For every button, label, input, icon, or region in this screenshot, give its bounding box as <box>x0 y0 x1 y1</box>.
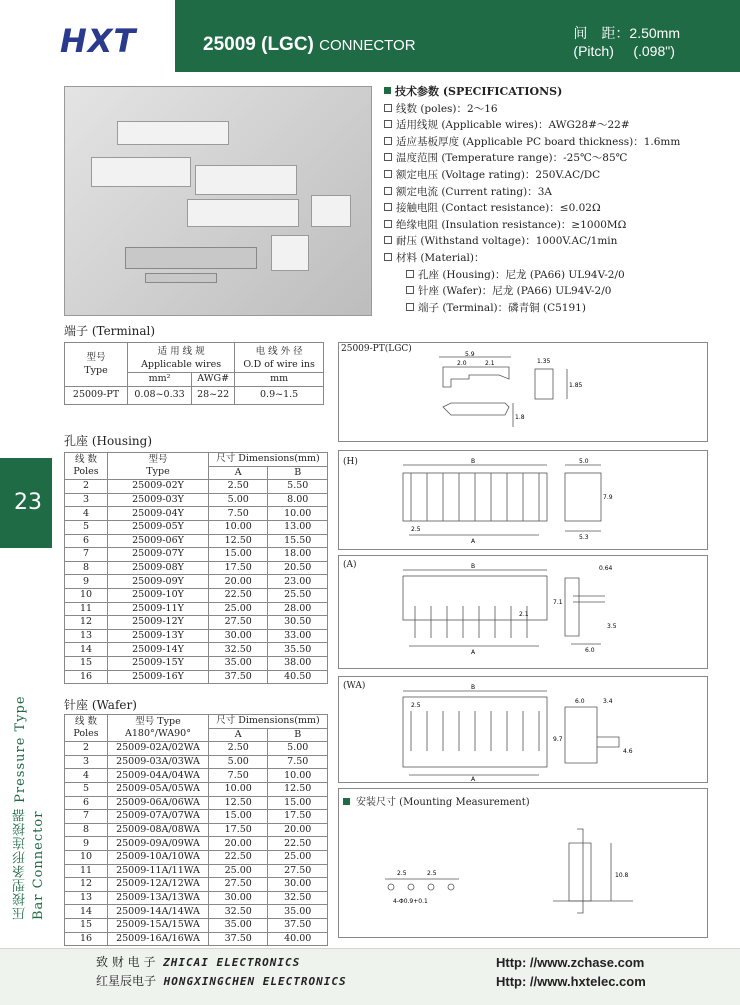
table-row <box>65 810 328 824</box>
table-cell: 30.50 <box>268 616 328 630</box>
company-urls <box>496 953 646 991</box>
a-dim: B <box>471 563 476 570</box>
wa-dim: 6.0 <box>575 698 585 705</box>
photo-right-angle <box>271 235 309 271</box>
table-cell: 27.50 <box>209 616 268 630</box>
table-cell: 12 <box>65 616 108 630</box>
table-row <box>65 480 328 494</box>
wafer-wa-drawing-svg <box>339 677 707 782</box>
table-cell: 10.00 <box>209 520 268 534</box>
table-row <box>65 575 328 589</box>
pt-dim: 2.0 <box>457 360 467 367</box>
table-cell: 15 <box>65 656 108 670</box>
table-cell: 35.00 <box>209 656 268 670</box>
side-vertical-title: 压接型条形连接器 Pressure Type Bar Connector <box>13 695 46 920</box>
company-cn-1: 致 财 电 子 <box>96 955 156 969</box>
wa-dim: 2.5 <box>411 702 421 709</box>
pt-dim: 1.85 <box>569 382 583 389</box>
table-row <box>65 891 328 905</box>
table-cell: 22.50 <box>209 588 268 602</box>
table-cell: 7.50 <box>268 755 328 769</box>
table-cell: 25009-11A/11WA <box>108 864 209 878</box>
table-row <box>65 769 328 783</box>
table-cell: 25009-03Y <box>108 493 209 507</box>
table-cell: 25009-04Y <box>108 507 209 521</box>
company-en-2: HONGXINGCHEN ELECTRONICS <box>163 975 347 988</box>
wa-dim: 4.6 <box>623 748 633 755</box>
table-row <box>65 823 328 837</box>
table-row <box>65 850 328 864</box>
mounting-label: 安装尺寸 (Mounting Measurement) <box>356 797 530 808</box>
table-cell: 15.00 <box>209 810 268 824</box>
table-cell: 25009-14A/14WA <box>108 905 209 919</box>
mount-dim: 2.5 <box>427 870 437 877</box>
wafer-heading: 针座 (Wafer) <box>64 698 137 712</box>
company-en-1: ZHICAI ELECTRONICS <box>163 956 301 969</box>
table-cell: 25009-06A/06WA <box>108 796 209 810</box>
table-row <box>65 796 328 810</box>
checkbox-icon <box>384 220 392 228</box>
housing-drawing-svg <box>339 451 707 549</box>
table-cell: 25009-16A/16WA <box>108 932 209 946</box>
table-cell: 7.50 <box>209 769 268 783</box>
photo-housing-1 <box>117 121 229 145</box>
table-cell: 14 <box>65 643 108 657</box>
specifications <box>384 84 729 316</box>
page-number: 23 <box>14 490 42 515</box>
checkbox-icon <box>406 286 414 294</box>
checkbox-icon <box>384 104 392 112</box>
table-row <box>65 629 328 643</box>
terminal-drawing <box>338 342 708 442</box>
photo-housing-2 <box>91 157 191 187</box>
unit-mm: mm <box>235 373 324 387</box>
table-cell: 20.00 <box>209 575 268 589</box>
table-row <box>65 616 328 630</box>
table-cell: 5.00 <box>209 493 268 507</box>
wafer-col-type: 型号 Type A180°/WA90° <box>108 715 209 742</box>
table-cell: 6 <box>65 796 108 810</box>
h-dim: 7.9 <box>603 494 613 501</box>
terminal-drawing-label: 25009-PT(LGC) <box>341 344 412 354</box>
company-names <box>96 953 347 991</box>
spec-item: 材料 (Material)： <box>396 251 485 264</box>
table-cell: 20.50 <box>268 561 328 575</box>
wafer-col-dim: 尺寸 Dimensions(mm) <box>209 715 328 729</box>
page-header <box>0 0 740 72</box>
mount-dim: 2.5 <box>397 870 407 877</box>
spec-item: 耐压 (Withstand voltage)：1000V.AC/1min <box>396 235 618 248</box>
table-cell: 5.50 <box>268 480 328 494</box>
a-dim: 3.5 <box>607 623 617 630</box>
a-dim: 7.1 <box>553 599 563 606</box>
table-cell: 9 <box>65 837 108 851</box>
table-row <box>65 548 328 562</box>
checkbox-icon <box>384 137 392 145</box>
terminal-table <box>64 342 324 405</box>
table-row <box>65 878 328 892</box>
spec-item: 接触电阻 (Contact resistance)：≤0.02Ω <box>396 202 601 215</box>
table-row <box>65 837 328 851</box>
housing-heading: 孔座 (Housing) <box>64 434 153 448</box>
table-row <box>65 670 328 684</box>
table-cell: 6 <box>65 534 108 548</box>
table-row <box>65 493 328 507</box>
a-dim: 2.1 <box>519 611 529 618</box>
table-cell: 25009-07A/07WA <box>108 810 209 824</box>
table-cell: 2 <box>65 480 108 494</box>
specs-heading: 技术参数 (SPECIFICATIONS) <box>395 85 563 98</box>
table-cell: 8.00 <box>268 493 328 507</box>
checkbox-icon <box>384 203 392 211</box>
h-dim: B <box>471 458 476 465</box>
photo-housing-3 <box>195 165 297 195</box>
table-cell: 11 <box>65 602 108 616</box>
table-cell: 28.00 <box>268 602 328 616</box>
table-cell: 30.00 <box>268 878 328 892</box>
table-row <box>65 755 328 769</box>
photo-terminal-carrier <box>145 273 217 283</box>
a-dim: 0.64 <box>599 565 613 572</box>
terminal-drawing-svg <box>339 343 707 441</box>
photo-terminals <box>125 247 257 269</box>
table-cell: 13 <box>65 891 108 905</box>
table-cell: 27.50 <box>209 878 268 892</box>
table-cell: 14 <box>65 905 108 919</box>
pitch-info <box>573 24 680 60</box>
table-cell: 25009-07Y <box>108 548 209 562</box>
checkbox-icon <box>384 170 392 178</box>
checkbox-icon <box>384 120 392 128</box>
a-dim: A <box>471 649 476 656</box>
table-cell: 37.50 <box>268 918 328 932</box>
table-cell: 16 <box>65 932 108 946</box>
h-dim: 2.5 <box>411 526 421 533</box>
mounting-drawing-svg <box>339 789 707 937</box>
table-cell: 15.00 <box>268 796 328 810</box>
brand-logo <box>0 0 175 72</box>
wafer-a-drawing-label: (A) <box>343 560 357 570</box>
bullet-square-icon <box>384 87 391 94</box>
wafer-a-drawing-svg <box>339 556 707 668</box>
terminal-col-type: 型号 Type <box>65 343 128 387</box>
h-dim: 5.3 <box>579 534 589 541</box>
page-footer <box>0 948 740 1005</box>
table-row <box>65 534 328 548</box>
terminal-col-wires: 适 用 线 规 Applicable wires <box>128 343 235 373</box>
table-cell: 25009-15Y <box>108 656 209 670</box>
table-cell: 27.50 <box>268 864 328 878</box>
terminal-heading: 端子 (Terminal) <box>64 324 156 338</box>
table-cell: 25009-13Y <box>108 629 209 643</box>
h-dim: A <box>471 538 476 545</box>
wafer-wa-drawing-label: (WA) <box>343 681 366 691</box>
table-cell: 2 <box>65 742 108 756</box>
table-cell: 30.00 <box>209 629 268 643</box>
pitch-inch: (.098") <box>633 43 675 59</box>
table-cell: 25009-06Y <box>108 534 209 548</box>
table-cell: 10.00 <box>209 782 268 796</box>
checkbox-icon <box>384 253 392 261</box>
table-cell: 13.00 <box>268 520 328 534</box>
table-cell: 25009-02A/02WA <box>108 742 209 756</box>
table-cell: 33.00 <box>268 629 328 643</box>
table-cell: 23.00 <box>268 575 328 589</box>
page-title <box>203 34 416 56</box>
table-cell: 17.50 <box>209 561 268 575</box>
table-row <box>65 602 328 616</box>
table-cell: 12.50 <box>209 796 268 810</box>
table-cell: 25009-08Y <box>108 561 209 575</box>
pitch-value: 2.50mm <box>629 25 680 41</box>
wa-dim: A <box>471 776 476 782</box>
table-cell: 25009-08A/08WA <box>108 823 209 837</box>
material-item: 孔座 (Housing)：尼龙 (PA66) UL94V-2/0 <box>418 268 625 281</box>
photo-small-housing <box>311 195 351 227</box>
housing-col-type: 型号 Type <box>108 453 209 480</box>
table-cell: 20.00 <box>209 837 268 851</box>
pitch-label-en: (Pitch) <box>573 43 614 59</box>
wafer-col-poles: 线 数 Poles <box>65 715 108 742</box>
table-cell: 25009-03A/03WA <box>108 755 209 769</box>
table-cell: 25009-12A/12WA <box>108 878 209 892</box>
checkbox-icon <box>406 270 414 278</box>
table-cell: 5.00 <box>268 742 328 756</box>
spec-item: 额定电压 (Voltage rating)：250V.AC/DC <box>396 168 601 181</box>
product-name: CONNECTOR <box>319 37 416 54</box>
table-cell: 25.50 <box>268 588 328 602</box>
table-cell: 2.50 <box>209 480 268 494</box>
table-cell: 17.50 <box>209 823 268 837</box>
table-cell: 38.00 <box>268 656 328 670</box>
pt-dim: 1.35 <box>537 358 551 365</box>
table-cell: 25009-05A/05WA <box>108 782 209 796</box>
table-cell: 2.50 <box>209 742 268 756</box>
spec-item: 温度范围 (Temperature range)：-25℃～85℃ <box>396 152 628 165</box>
housing-drawing-label: (H) <box>343 457 358 467</box>
table-cell: 25.00 <box>268 850 328 864</box>
table-cell: 25009-10Y <box>108 588 209 602</box>
table-cell: 25009-05Y <box>108 520 209 534</box>
table-cell: 4 <box>65 507 108 521</box>
housing-col-dim: 尺寸 Dimensions(mm) <box>209 453 328 467</box>
checkbox-icon <box>384 187 392 195</box>
company-cn-2: 红星辰电子 <box>96 974 157 988</box>
mounting-drawing <box>338 788 708 938</box>
table-row <box>65 918 328 932</box>
table-cell: 32.50 <box>209 905 268 919</box>
url-link-1[interactable]: Http: //www.zchase.com <box>496 955 645 970</box>
table-cell: 12.50 <box>209 534 268 548</box>
housing-table: 线 数 Poles 型号 Type 尺寸 Dimensions(mm) A B 2 25009-02Y 2.50 5.50 3 25009-03Y 5.00 8.00 4 25009-04Y 7.50 10.00 5 25009-05Y 10.00 13.00 6 25009-06Y 12.50 15.50 7 25009-07Y 15.00 18.00 8 25009-08Y 17.50 20.50 9 25009-09Y 20.00 23.00 10 25009-10Y 22.50 25.50 11 25009-11Y 25.00 28.00 12 25009-12Y 27.50 30.50 13 25009-13Y 30.00 33.00 14 25009-14Y 32.50 35.50 15 25009-15Y 35.00 38.00 16 25009-16Y 37.50 40.50 <box>64 452 328 684</box>
table-cell: 15 <box>65 918 108 932</box>
logo-text: HXT <box>60 22 137 60</box>
table-cell: 35.50 <box>268 643 328 657</box>
table-cell: 12.50 <box>268 782 328 796</box>
table-cell: 3 <box>65 755 108 769</box>
table-cell: 5.00 <box>209 755 268 769</box>
pitch-label-cn: 间 距： <box>573 25 630 41</box>
table-cell: 40.50 <box>268 670 328 684</box>
checkbox-icon <box>406 303 414 311</box>
table-cell: 25009-04A/04WA <box>108 769 209 783</box>
photo-wafer <box>187 199 299 227</box>
table-row <box>65 905 328 919</box>
housing-drawing <box>338 450 708 550</box>
table-cell: 25009-10A/10WA <box>108 850 209 864</box>
wa-dim: 3.4 <box>603 698 613 705</box>
wa-dim: 9.7 <box>553 736 563 743</box>
table-cell: 9 <box>65 575 108 589</box>
table-cell: 13 <box>65 629 108 643</box>
table-row <box>65 932 328 946</box>
material-item: 端子 (Terminal)：磷青铜 (C5191) <box>418 301 586 314</box>
table-cell: 10.00 <box>268 507 328 521</box>
table-row <box>65 656 328 670</box>
material-item: 针座 (Wafer)：尼龙 (PA66) UL94V-2/0 <box>418 285 612 298</box>
table-cell: 8 <box>65 561 108 575</box>
table-cell: 25009-13A/13WA <box>108 891 209 905</box>
table-cell: 18.00 <box>268 548 328 562</box>
table-cell: 25009-12Y <box>108 616 209 630</box>
table-cell: 25009-11Y <box>108 602 209 616</box>
wafer-wa-drawing <box>338 676 708 783</box>
a-dim: 6.0 <box>585 647 595 654</box>
table-cell: 16 <box>65 670 108 684</box>
url-link-2[interactable]: Http: //www.hxtelec.com <box>496 974 646 989</box>
table-cell: 25.00 <box>209 602 268 616</box>
spec-item: 线数 (poles)：2～16 <box>396 102 498 115</box>
pt-dim: 1.8 <box>515 414 525 421</box>
product-photo <box>64 86 372 316</box>
mount-dim: 10.8 <box>615 872 629 879</box>
h-dim: 5.0 <box>579 458 589 465</box>
table-cell: 25.00 <box>209 864 268 878</box>
table-cell: 25009-14Y <box>108 643 209 657</box>
table-cell: 25009-02Y <box>108 480 209 494</box>
checkbox-icon <box>384 236 392 244</box>
table-cell: 35.00 <box>209 918 268 932</box>
spec-item: 适用线规 (Applicable wires)：AWG28#～22# <box>396 119 630 132</box>
table-cell: 25009-15A/15WA <box>108 918 209 932</box>
pt-dim: 5.9 <box>465 351 475 358</box>
unit-mm2: mm² <box>128 373 192 387</box>
table-cell: 37.50 <box>209 932 268 946</box>
table-row <box>65 643 328 657</box>
table-row <box>65 742 328 756</box>
table-row <box>65 561 328 575</box>
table-row <box>65 782 328 796</box>
table-cell: 30.00 <box>209 891 268 905</box>
table-cell: 37.50 <box>209 670 268 684</box>
table-cell: 20.00 <box>268 823 328 837</box>
table-cell: 10 <box>65 850 108 864</box>
wa-dim: B <box>471 684 476 691</box>
unit-awg: AWG# <box>192 373 235 387</box>
table-cell: 7 <box>65 810 108 824</box>
spec-item: 额定电流 (Current rating)：3A <box>396 185 553 198</box>
table-cell: 35.00 <box>268 905 328 919</box>
table-cell: 15.50 <box>268 534 328 548</box>
table-row <box>65 507 328 521</box>
table-row <box>65 520 328 534</box>
table-cell: 12 <box>65 878 108 892</box>
table-cell: 25009-09A/09WA <box>108 837 209 851</box>
housing-col-poles: 线 数 Poles <box>65 453 108 480</box>
table-cell: 40.00 <box>268 932 328 946</box>
header-bar <box>175 0 740 72</box>
table-row: 25009-PT 0.08~0.33 28~22 0.9~1.5 <box>65 386 324 404</box>
table-cell: 5 <box>65 520 108 534</box>
wafer-table: 线 数 Poles 型号 Type A180°/WA90° 尺寸 Dimensions(mm) A B 2 25009-02A/02WA 2.50 5.00 3 25009-03A/03WA 5.00 7.50 4 25009-04A/04WA 7.50 10.00 5 25009-05A/05WA 10.00 12.50 6 25009-06A/06WA 12.50 15.00 7 25009-07A/07WA 15.00 17.50 8 25009-08A/08WA 17.50 20.00 9 25009-09A/09WA 20.00 22.50 10 25009-10A/10WA 22.50 25.00 11 25009-11A/11WA 25.00 27.50 12 25009-12A/12WA 27.50 30.00 13 25009-13A/13WA 30.00 32.50 14 25009-14A/14WA 32.50 35.00 15 25009-15A/15WA 35.00 37.50 16 25009-16A/16WA 37.50 40.00 <box>64 714 328 946</box>
wafer-a-drawing <box>338 555 708 669</box>
model-name: 25009 (LGC) <box>203 34 314 55</box>
spec-item: 绝缘电阻 (Insulation resistance)：≥1000MΩ <box>396 218 627 231</box>
spec-item: 适应基板厚度 (Applicable PC board thickness)：1.6mm <box>396 135 681 148</box>
mount-dim: 4-Φ0.9+0.1 <box>393 898 428 905</box>
table-cell: 10.00 <box>268 769 328 783</box>
table-cell: 22.50 <box>268 837 328 851</box>
table-cell: 25009-16Y <box>108 670 209 684</box>
table-row <box>65 864 328 878</box>
table-cell: 3 <box>65 493 108 507</box>
table-cell: 10 <box>65 588 108 602</box>
table-cell: 17.50 <box>268 810 328 824</box>
table-cell: 7.50 <box>209 507 268 521</box>
checkbox-icon <box>384 153 392 161</box>
table-cell: 32.50 <box>209 643 268 657</box>
table-cell: 4 <box>65 769 108 783</box>
table-cell: 8 <box>65 823 108 837</box>
table-cell: 11 <box>65 864 108 878</box>
page-number-tab <box>0 458 52 548</box>
table-cell: 25009-09Y <box>108 575 209 589</box>
terminal-col-od: 电 线 外 径 O.D of wire ins <box>235 343 324 373</box>
pt-dim: 2.1 <box>485 360 495 367</box>
table-cell: 5 <box>65 782 108 796</box>
table-cell: 15.00 <box>209 548 268 562</box>
table-cell: 32.50 <box>268 891 328 905</box>
table-row <box>65 588 328 602</box>
table-cell: 22.50 <box>209 850 268 864</box>
table-cell: 7 <box>65 548 108 562</box>
